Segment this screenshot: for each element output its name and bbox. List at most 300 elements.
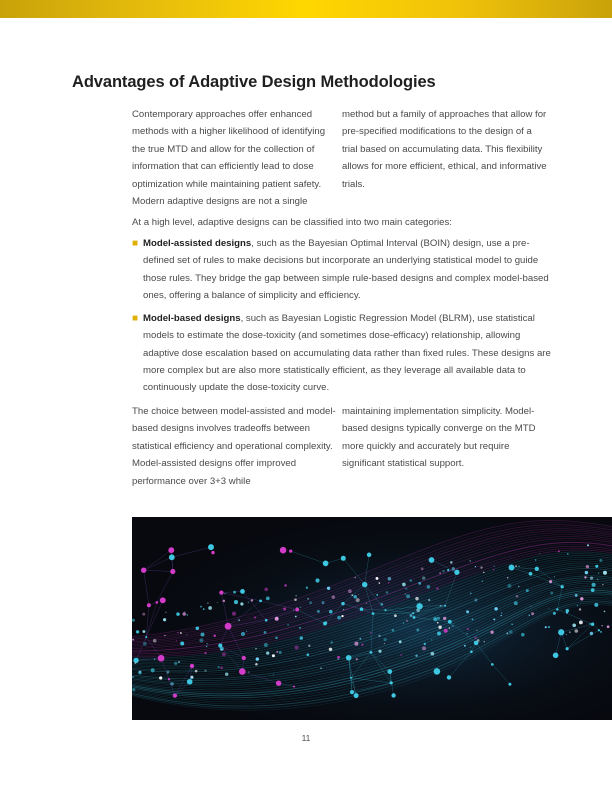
- network-node: [390, 681, 393, 684]
- network-particle: [416, 629, 419, 632]
- network-particle: [548, 626, 550, 628]
- network-particle: [275, 617, 279, 621]
- network-particle: [224, 593, 225, 594]
- network-particle: [254, 616, 256, 618]
- network-node: [169, 554, 175, 560]
- network-node: [447, 569, 449, 571]
- network-particle: [177, 632, 179, 634]
- network-particle: [348, 589, 352, 593]
- network-node: [323, 622, 327, 626]
- network-particle: [507, 584, 511, 588]
- network-particle: [388, 577, 392, 581]
- network-node: [208, 544, 214, 550]
- network-particle: [178, 661, 180, 663]
- network-particle: [597, 579, 599, 581]
- network-particle: [136, 630, 139, 633]
- network-particle: [180, 632, 182, 634]
- bullet-term: Model-assisted designs: [143, 238, 252, 249]
- network-particle: [266, 651, 269, 654]
- network-particle: [452, 567, 455, 570]
- network-particle: [266, 596, 270, 600]
- network-particle: [402, 583, 406, 587]
- network-particle: [587, 544, 589, 546]
- section1-column-right: method but a family of approaches that allow for pre-specified modifications to the design of a trial based on accumulating data. This flexibility allows for more efficient, ethical, and informative trials.: [342, 109, 547, 190]
- network-particle: [410, 614, 413, 617]
- network-particle: [436, 587, 438, 589]
- network-particle: [422, 576, 425, 579]
- network-particle: [482, 580, 483, 581]
- network-particle: [474, 599, 477, 602]
- network-particle: [208, 606, 212, 610]
- network-particle: [607, 625, 610, 628]
- network-node: [289, 549, 292, 552]
- network-node: [350, 677, 352, 679]
- network-particle: [467, 628, 470, 631]
- network-node: [265, 619, 268, 622]
- network-node: [434, 668, 441, 675]
- network-node: [259, 600, 262, 603]
- network-node: [387, 669, 392, 674]
- network-particle: [380, 603, 383, 606]
- network-node: [509, 565, 515, 571]
- network-node: [276, 680, 281, 685]
- network-particle: [204, 652, 206, 654]
- network-particle: [174, 662, 177, 665]
- network-particle: [399, 640, 402, 643]
- network-node: [448, 620, 452, 624]
- network-node: [412, 612, 414, 614]
- network-particle: [566, 634, 567, 635]
- network-particle: [530, 606, 531, 607]
- network-node: [598, 629, 600, 631]
- network-particle: [450, 561, 453, 564]
- network-particle: [378, 650, 381, 653]
- network-node: [367, 553, 372, 558]
- network-particle: [264, 588, 267, 591]
- network-particle: [483, 572, 484, 573]
- network-particle: [584, 576, 586, 578]
- network-node: [454, 570, 459, 575]
- network-particle: [300, 636, 303, 639]
- network-node: [239, 668, 246, 675]
- network-node: [416, 603, 422, 609]
- network-node: [133, 658, 138, 663]
- network-particle: [329, 648, 332, 651]
- network-particle: [550, 592, 553, 595]
- network-particle: [251, 599, 254, 602]
- network-node: [160, 597, 166, 603]
- top-accent-band: [0, 0, 612, 18]
- network-particle: [329, 610, 333, 614]
- network-particle: [200, 606, 202, 608]
- network-particle: [602, 584, 603, 585]
- network-particle: [273, 674, 274, 675]
- network-node: [508, 683, 511, 686]
- network-particle: [287, 624, 288, 625]
- network-particle: [341, 615, 343, 617]
- network-particle: [142, 613, 145, 616]
- network-node: [346, 655, 352, 661]
- network-particle: [343, 609, 344, 610]
- network-particle: [603, 571, 607, 575]
- network-node: [225, 623, 232, 630]
- network-particle: [442, 570, 444, 572]
- network-particle: [317, 610, 320, 613]
- network-particle: [196, 627, 200, 631]
- network-particle: [222, 652, 226, 656]
- network-node: [173, 693, 177, 697]
- network-particle: [501, 615, 502, 616]
- network-particle: [553, 612, 556, 615]
- section2-column-right: maintaining implementation simplicity. Model-based designs typically converge on the MTD more quickly and accurately but require significant statistical support.: [342, 406, 536, 470]
- network-node: [491, 663, 494, 666]
- network-node: [360, 607, 364, 611]
- page-title: Advantages of Adaptive Design Methodologies: [72, 73, 436, 91]
- network-node: [566, 647, 569, 650]
- network-particle: [586, 565, 589, 568]
- network-particle: [238, 619, 240, 621]
- network-particle: [248, 671, 249, 672]
- network-particle: [424, 643, 426, 645]
- network-particle: [591, 588, 595, 592]
- network-particle: [529, 615, 530, 616]
- network-particle: [466, 633, 467, 634]
- network-particle: [548, 608, 549, 609]
- network-particle: [234, 600, 238, 604]
- network-node: [470, 650, 473, 653]
- network-particle: [307, 598, 309, 600]
- network-node: [429, 557, 435, 563]
- network-particle: [589, 623, 591, 625]
- network-particle: [167, 672, 168, 673]
- network-particle: [518, 565, 520, 567]
- network-node: [295, 608, 299, 612]
- network-particle: [163, 618, 166, 621]
- network-particle: [241, 632, 245, 636]
- network-particle: [204, 670, 206, 672]
- network-particle: [170, 682, 174, 686]
- network-particle: [327, 587, 330, 590]
- network-particle: [599, 559, 602, 562]
- network-particle: [449, 627, 450, 628]
- network-particle: [153, 639, 157, 643]
- network-particle: [494, 607, 497, 610]
- network-particle: [590, 576, 593, 579]
- network-particle: [366, 603, 367, 604]
- network-particle: [476, 630, 477, 631]
- network-particle: [255, 648, 256, 649]
- network-node: [155, 601, 158, 604]
- network-particle: [132, 619, 135, 622]
- network-particle: [256, 657, 259, 660]
- network-particle: [604, 611, 606, 613]
- network-particle: [346, 609, 347, 610]
- list-item-model-assisted: [132, 235, 552, 304]
- network-particle: [437, 622, 439, 624]
- network-particle: [427, 585, 431, 589]
- section2-column-left: The choice between model-assisted and model-based designs involves tradeoffs between statistical efficiency and operational complexity. Model-assisted designs offer improved performance over 3+3 while: [132, 406, 336, 487]
- network-particle: [601, 625, 602, 626]
- network-particle: [275, 637, 278, 640]
- network-particle: [394, 614, 397, 617]
- network-particle: [306, 587, 308, 589]
- network-particle: [590, 632, 593, 635]
- network-particle: [526, 589, 529, 592]
- network-node: [384, 609, 386, 611]
- network-particle: [276, 651, 278, 653]
- network-particle: [470, 592, 472, 594]
- network-particle: [337, 616, 341, 620]
- network-particle: [207, 602, 209, 604]
- network-particle: [218, 666, 220, 668]
- network-particle: [406, 594, 410, 598]
- network-particle: [358, 594, 359, 595]
- network-particle: [300, 607, 301, 608]
- network-particle: [509, 630, 513, 634]
- network-particle: [221, 649, 223, 651]
- network-node: [168, 547, 174, 553]
- network-node: [211, 551, 214, 554]
- network-particle: [309, 601, 312, 604]
- network-particle: [143, 642, 147, 646]
- network-particle: [437, 632, 441, 636]
- network-particle: [182, 612, 185, 615]
- network-particle: [400, 654, 401, 655]
- network-particle: [506, 632, 508, 634]
- bullet-term: Model-based designs: [143, 313, 241, 325]
- network-node: [558, 629, 564, 635]
- network-particle: [354, 577, 356, 579]
- network-particle: [223, 600, 226, 603]
- network-particle: [580, 597, 583, 600]
- network-node: [158, 655, 165, 662]
- network-particle: [154, 658, 156, 660]
- network-node: [372, 612, 375, 615]
- network-particle: [240, 602, 243, 605]
- design-categories-list: [132, 235, 552, 403]
- network-particle: [405, 593, 407, 595]
- network-particle: [515, 565, 516, 566]
- network-particle: [415, 655, 417, 657]
- network-particle: [361, 644, 363, 646]
- network-particle: [558, 550, 560, 552]
- network-particle: [501, 612, 503, 614]
- network-node: [556, 608, 558, 610]
- network-particle: [452, 625, 454, 627]
- network-particle: [337, 658, 339, 660]
- network-particle: [493, 618, 495, 620]
- network-particle: [322, 601, 325, 604]
- network-node: [444, 605, 446, 607]
- network-particle: [264, 643, 268, 647]
- network-particle: [307, 653, 310, 656]
- network-particle: [264, 631, 267, 634]
- network-particle: [494, 566, 495, 567]
- network-particle: [437, 617, 440, 620]
- network-particle: [299, 627, 301, 629]
- network-particle: [539, 553, 540, 554]
- network-particle: [579, 608, 581, 610]
- network-particle: [293, 610, 294, 611]
- network-node: [240, 589, 245, 594]
- network-particle: [206, 646, 207, 647]
- network-particle: [320, 667, 322, 669]
- network-particle: [388, 582, 390, 584]
- network-particle: [199, 638, 203, 642]
- network-particle: [332, 595, 336, 599]
- network-particle: [217, 602, 218, 603]
- network-node: [391, 693, 395, 697]
- network-particle: [337, 656, 340, 659]
- network-particle: [294, 598, 297, 601]
- network-particle: [180, 642, 184, 646]
- network-particle: [379, 582, 381, 584]
- network-particle: [359, 638, 361, 640]
- network-particle: [521, 633, 525, 637]
- network-particle: [572, 623, 576, 627]
- network-particle: [176, 640, 177, 641]
- network-particle: [493, 569, 495, 571]
- network-particle: [283, 608, 286, 611]
- network-node: [219, 590, 223, 594]
- network-particle: [444, 629, 448, 633]
- network-particle: [201, 633, 205, 637]
- network-particle: [370, 632, 372, 634]
- network-node: [354, 693, 359, 698]
- network-node: [145, 636, 147, 638]
- network-particle: [386, 591, 389, 594]
- network-particle: [164, 635, 165, 636]
- network-particle: [431, 652, 435, 656]
- network-node: [474, 641, 479, 646]
- network-particle: [255, 663, 258, 666]
- network-particle: [165, 612, 166, 613]
- network-particle: [284, 584, 287, 587]
- network-node: [362, 582, 367, 587]
- network-particle: [577, 605, 578, 606]
- network-particle: [214, 635, 216, 637]
- network-particle: [225, 672, 228, 675]
- bullet-text: , such as the Bayesian Optimal Interval (BOIN) design, use a pre-defined set of rules to make decisions but incorporate an underlying statistical model to guide those rules. They bridge the gap between simple rule-based designs and complex model-based ones, offering a balance of simplicity and efficiency.: [143, 238, 549, 301]
- network-particle: [203, 608, 205, 610]
- network-particle: [415, 597, 418, 600]
- network-visualization: [132, 517, 612, 720]
- network-particle: [472, 619, 474, 621]
- network-particle: [514, 601, 518, 605]
- bullet-marker-icon: ■: [132, 238, 139, 249]
- network-particle: [220, 666, 223, 669]
- network-particle: [233, 591, 236, 594]
- network-particle: [232, 612, 236, 616]
- network-particle: [383, 638, 386, 641]
- network-particle: [356, 598, 360, 602]
- network-particle: [353, 595, 357, 599]
- network-particle: [315, 578, 319, 582]
- network-particle: [516, 595, 519, 598]
- network-node: [187, 679, 193, 685]
- network-particle: [406, 620, 408, 622]
- network-node: [242, 656, 246, 660]
- network-particle: [354, 642, 358, 646]
- bullet-text: , such as Bayesian Logistic Regression Model (BLRM), use statistical models to estimate the dose-toxicity (and sometimes dose-efficacy) relationship, allowing adaptive dose escalation based on accumulating data rather than fixed rules. These designs are more complex but are also more statistically efficient, as they leverage all available data to continuously update the dose-toxicity curve.: [143, 313, 551, 394]
- network-particle: [272, 654, 275, 657]
- network-particle: [295, 646, 299, 650]
- network-particle: [592, 583, 596, 587]
- network-particle: [439, 572, 440, 573]
- network-particle: [531, 612, 534, 615]
- network-particle: [187, 614, 188, 615]
- network-particle: [518, 586, 520, 588]
- network-particle: [443, 617, 446, 620]
- network-particle: [159, 676, 162, 679]
- network-particle: [575, 594, 578, 597]
- network-particle: [331, 641, 333, 643]
- network-particle: [351, 594, 353, 596]
- network-particle: [464, 645, 466, 647]
- network-particle: [569, 631, 571, 633]
- network-particle: [484, 641, 485, 642]
- network-node: [413, 616, 416, 619]
- network-particle: [428, 599, 430, 601]
- network-particle: [295, 616, 297, 618]
- network-node: [553, 652, 559, 658]
- network-node: [293, 685, 295, 687]
- network-node: [350, 690, 354, 694]
- network-particle: [549, 580, 552, 583]
- network-particle: [176, 612, 180, 616]
- network-particle: [421, 567, 424, 570]
- network-particle: [535, 559, 536, 560]
- network-node: [370, 651, 373, 654]
- network-particle: [403, 622, 404, 623]
- section1-column-left: Contemporary approaches offer enhanced methods with a higher likelihood of identifying the true MTD and allow for the collection of information that can efficiently lead to dose optimization while maintaining patient safety. Modern adaptive designs are not a single: [132, 109, 326, 208]
- network-node: [280, 547, 287, 554]
- network-particle: [376, 594, 378, 596]
- network-node: [561, 585, 564, 588]
- network-node: [170, 569, 175, 574]
- network-particle: [422, 646, 426, 650]
- network-particle: [480, 566, 482, 568]
- network-particle: [356, 658, 358, 660]
- network-node: [535, 567, 539, 571]
- network-particle: [567, 553, 569, 555]
- categories-intro: At a high level, adaptive designs can be classified into two main categories:: [132, 217, 452, 228]
- network-particle: [376, 577, 379, 580]
- network-particle: [545, 626, 547, 628]
- network-particle: [490, 631, 493, 634]
- network-node: [341, 602, 344, 605]
- network-particle: [248, 602, 249, 603]
- network-particle: [308, 645, 310, 647]
- network-particle: [132, 639, 134, 641]
- network-particle: [579, 620, 583, 624]
- network-particle: [594, 603, 598, 607]
- network-particle: [575, 629, 579, 633]
- data-network-image: [132, 517, 612, 720]
- network-node: [168, 678, 170, 680]
- network-node: [323, 561, 329, 567]
- network-particle: [511, 624, 512, 625]
- network-node: [341, 556, 346, 561]
- network-particle: [142, 630, 145, 633]
- network-particle: [440, 605, 442, 607]
- network-particle: [191, 676, 194, 679]
- bullet-marker-icon: ■: [132, 313, 139, 325]
- network-particle: [418, 582, 421, 585]
- network-particle: [470, 647, 471, 648]
- network-particle: [186, 634, 187, 635]
- network-particle: [598, 573, 599, 574]
